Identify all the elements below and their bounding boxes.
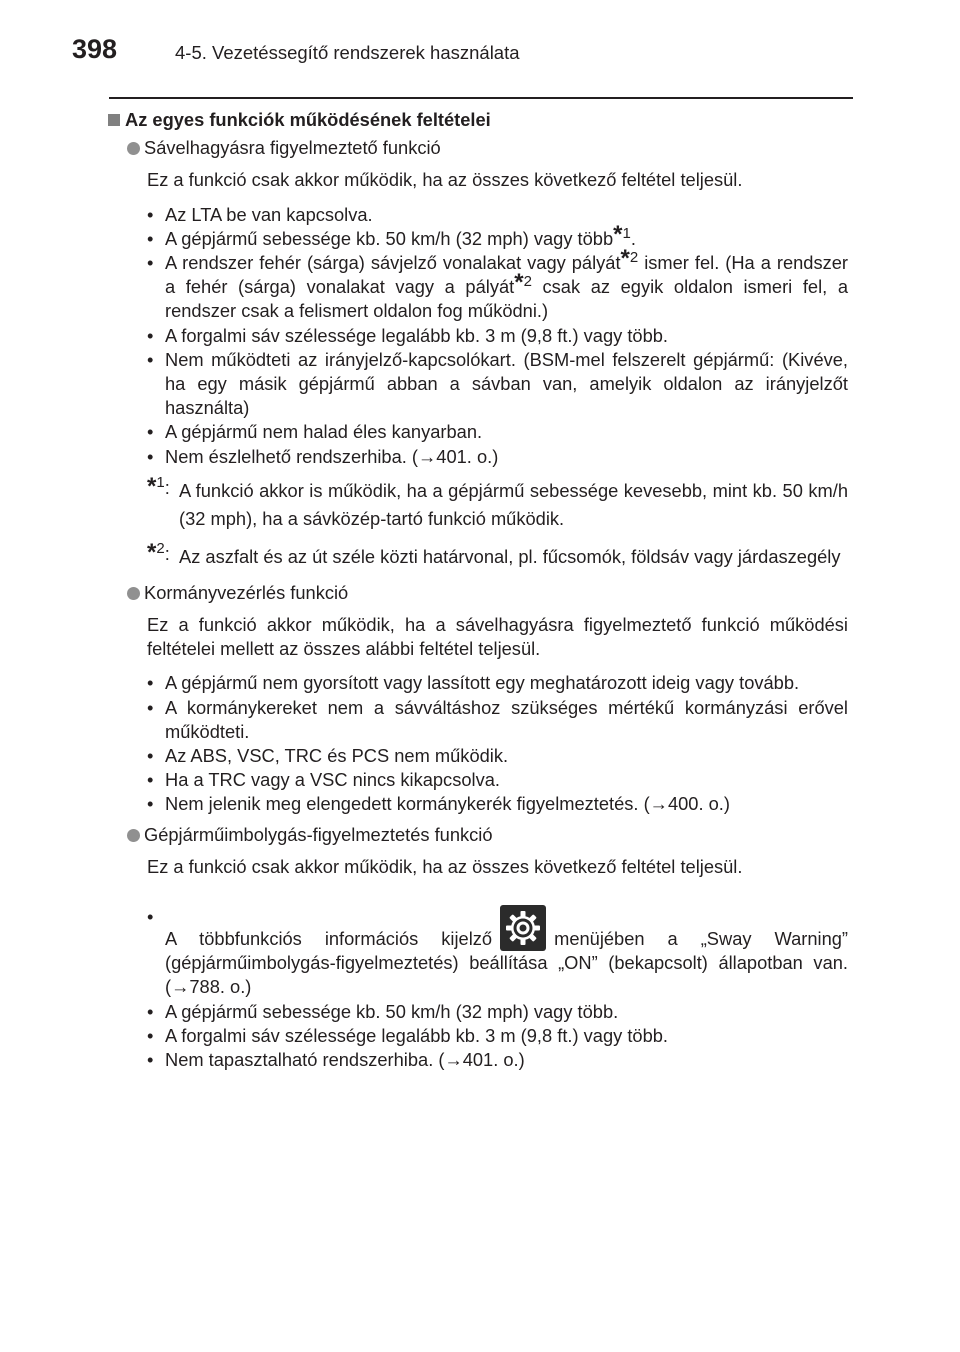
list-item: • Nem észlelhető rendszerhiba. (→401. o.) [147, 445, 499, 467]
condition-list [147, 905, 848, 1072]
list-item: • A gépjármű nem gyorsított vagy lassított egy meghatározott ideig vagy tovább. [147, 672, 800, 694]
subsection-title: Gépjárműimbolygás-figyelmeztetés funkció [144, 823, 493, 845]
gear-icon [500, 905, 546, 951]
page-content [108, 108, 848, 1078]
footnote-marker: *$^1$: [147, 472, 170, 500]
footnote-ref-2: *2 [620, 244, 639, 272]
list-item: • A rendszer fehér (sárga) sávjelző vonalakat vagy pályát$^{*2}$ ismer fel. (Ha a rendszer a fehér (sárga) vonalakat vagy a pályát$^{*2}$ csak az egyik oldalon ismeri fel, a rendszer csak a felismert oldalon fog működni.) [147, 244, 849, 322]
circle-bullet-icon [127, 587, 140, 600]
intro-paragraph: Ez a funkció csak akkor működik, ha az összes következő feltétel teljesül. [147, 855, 743, 877]
list-item: • Az ABS, VSC, TRC és PCS nem működik. [147, 745, 509, 767]
condition-list [147, 203, 848, 469]
list-item: • Nem tapasztalható rendszerhiba. (→401. o.) [147, 1049, 525, 1071]
section-heading [108, 108, 848, 132]
subsection-steering [108, 581, 848, 605]
footnote-2: *$^2$: Az aszfalt és az út széle közti határvonal, pl. fűcsomók, földsáv vagy járdaszegély [147, 538, 841, 567]
list-item: • A gépjármű sebessége kb. 50 km/h (32 mph) vagy több$^{*1}$. [147, 220, 636, 249]
header-rule [109, 97, 853, 99]
intro-paragraph: Ez a funkció csak akkor működik, ha az összes következő feltétel teljesül. [147, 169, 743, 191]
list-item: • Az LTA be van kapcsolva. [147, 203, 373, 225]
section-title: Az egyes funkciók működésének feltételei [125, 109, 491, 130]
list-item: • Nem jelenik meg elengedett kormánykerék figyelmeztetés. (→400. o.) [147, 793, 730, 815]
list-item: • A forgalmi sáv szélessége legalább kb. 3 m (9,8 ft.) vagy több. [147, 324, 668, 346]
subsection-sway-warning [108, 823, 848, 847]
subsection-title: Kormányvezérlés funkció [144, 581, 349, 603]
list-item: • A többfunkciós információs kijelző menüjében a „Sway Warning” (gépjárműimbolygás-figyelmeztetés) beállítása „ON” (bekapcsolt) állapotban van. (→788. o.) [147, 906, 848, 998]
list-item: • Nem működteti az irányjelző-kapcsolókart. (BSM-mel felszerelt gépjármű: (Kivéve, ha egy másik gépjármű abban a sávban van, amelyik oldalon az irányjelzőt használta) [147, 348, 848, 419]
list-item: • Ha a TRC vagy a VSC nincs kikapcsolva. [147, 769, 500, 791]
list-item: • A kormánykereket nem a sávváltáshoz szükséges mértékű kormányzási erővel működteti. [147, 696, 848, 742]
list-item: • A forgalmi sáv szélessége legalább kb. 3 m (9,8 ft.) vagy több. [147, 1024, 668, 1046]
condition-list [147, 671, 848, 816]
subsection-lane-departure [108, 136, 848, 160]
circle-bullet-icon [127, 142, 140, 155]
list-item: • A gépjármű sebessége kb. 50 km/h (32 mph) vagy több. [147, 1000, 619, 1022]
page-number: 398 [72, 34, 118, 64]
footnote-1: *$^1$: A funkció akkor is működik, ha a gépjármű sebessége kevesebb, mint kb. 50 km/h (32 mph), ha a sávközép-tartó funkció működik. [147, 472, 848, 529]
list-item: • A gépjármű nem halad éles kanyarban. [147, 421, 483, 443]
subsection-title: Sávelhagyásra figyelmeztető funkció [144, 137, 441, 159]
intro-paragraph: Ez a funkció akkor működik, ha a sávelhagyásra figyelmeztető funkció működési feltételei mellett az összes alábbi feltétel teljesül. [147, 614, 848, 660]
footnote-marker: *$^2$: [147, 538, 170, 566]
chapter-title: 4-5. Vezetéssegítő rendszerek használata [175, 42, 520, 63]
circle-bullet-icon [127, 829, 140, 842]
footnote-ref-2: *2 [514, 269, 532, 297]
footnote-ref-1: *1 [613, 220, 631, 248]
square-bullet-icon [108, 114, 120, 126]
